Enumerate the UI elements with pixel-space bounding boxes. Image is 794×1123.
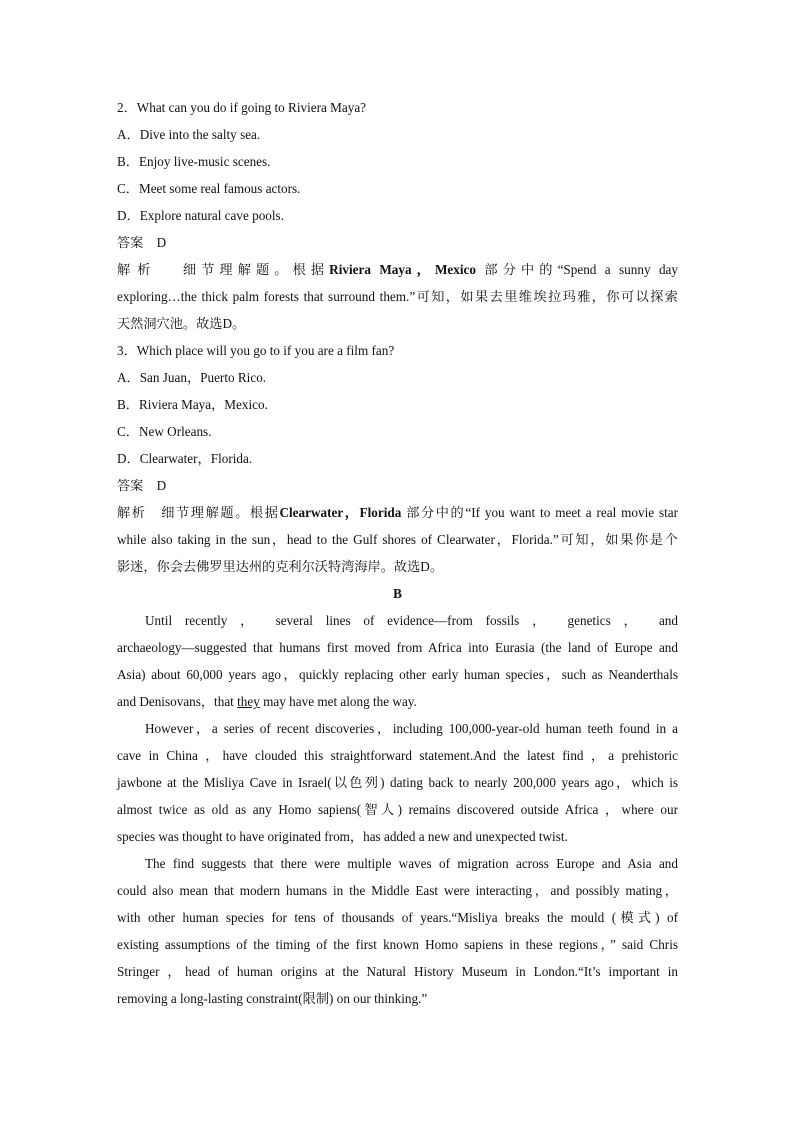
q3-option-b: B．Riviera Maya，Mexico.	[117, 397, 268, 412]
answer-value: D	[156, 235, 167, 250]
passage-p1-line-3: Asia) about 60,000 years ago，quickly replacing other early human species，such as Neanderthals	[117, 667, 678, 682]
answer-label: 答案	[117, 235, 144, 250]
q2-option-b: B．Enjoy live-music scenes.	[117, 154, 271, 169]
passage-p2-line-5: species was thought to have originated from，has added a new and unexpected twist.	[117, 829, 568, 844]
q2-option-a: A．Dive into the salty sea.	[117, 127, 261, 142]
passage-p3-line-6: removing a long-lasting constraint(限制) on our thinking.”	[117, 991, 428, 1006]
passage-p2-line-1: However，a series of recent discoveries，including 100,000-year-old human teeth found in a	[145, 721, 678, 736]
q3-analysis-line-3: 影迷，你会去佛罗里达州的克利尔沃特湾海岸。故选D。	[117, 559, 444, 574]
q2-option-c: C．Meet some real famous actors.	[117, 181, 301, 196]
q3-option-a: A．San Juan，Puerto Rico.	[117, 370, 267, 385]
section-title: B	[393, 586, 402, 601]
passage-p3-line-4: existing assumptions of the timing of the first known Homo sapiens in these regions，” said Chris	[117, 937, 678, 952]
q2-analysis-line-3: 天然洞穴池。故选D。	[117, 316, 246, 331]
passage-p2-line-4: almost twice as old as any Homo sapiens(智人) remains discovered outside Africa ，where our	[117, 802, 678, 817]
q3-analysis-line-1: 解析 细节理解题。根据Clearwater，Florida 部分中的“If you want to meet a real movie star	[117, 505, 679, 520]
content-area	[117, 94, 678, 1012]
answer-value: D	[156, 478, 167, 493]
passage-p1-line-2: archaeology—suggested that humans first moved from Africa into Eurasia (the land of Europe and	[117, 640, 678, 655]
passage-p1-line-4: and Denisovans，that they may have met along the way.	[117, 694, 417, 709]
q3-option-c: C．New Orleans.	[117, 424, 212, 439]
analysis-label: 解析	[117, 505, 147, 520]
passage-p2-line-3: jawbone at the Misliya Cave in Israel(以色列) dating back to nearly 200,000 years ago，which is	[117, 775, 678, 790]
q3-option-d: D．Clearwater，Florida.	[117, 451, 253, 466]
passage-p3-line-2: could also mean that modern humans in the Middle East were interacting，and possibly mating，	[117, 883, 678, 898]
passage-p3-line-3: with other human species for tens of thousands of years.“Misliya breaks the mould (模式) of	[117, 910, 678, 925]
analysis-label: 解析	[117, 262, 158, 277]
passage-p3-line-1: The find suggests that there were multiple waves of migration across Europe and Asia and	[145, 856, 678, 871]
underlined-word: they	[237, 694, 260, 709]
question-2: 2．What can you do if going to Riviera Maya?	[117, 100, 367, 115]
q3-analysis-line-2: while also taking in the sun，head to the Gulf shores of Clearwater，Florida.”可知，如果你是个	[117, 532, 678, 547]
passage-p1-line-1: Until recently ， several lines of evidence—from fossils ， genetics ， and	[145, 613, 678, 628]
q2-answer	[117, 229, 678, 256]
q3-answer	[117, 472, 678, 499]
passage-p3-line-5: Stringer ，head of human origins at the Natural History Museum in London.“It’s important in	[117, 964, 678, 979]
answer-label: 答案	[117, 478, 144, 493]
passage-p2-line-2: cave in China ，have clouded this straightforward statement.And the latest find ，a prehistoric	[117, 748, 678, 763]
q2-option-d: D．Explore natural cave pools.	[117, 208, 284, 223]
q2-analysis-line-1: 解析 细节理解题。根据Riviera Maya，Mexico 部分中的“Spend a sunny day	[117, 262, 679, 277]
q2-analysis-line-2: exploring…the thick palm forests that surround them.”可知，如果去里维埃拉玛雅，你可以探索	[117, 289, 678, 304]
question-3: 3．Which place will you go to if you are a film fan?	[117, 343, 395, 358]
